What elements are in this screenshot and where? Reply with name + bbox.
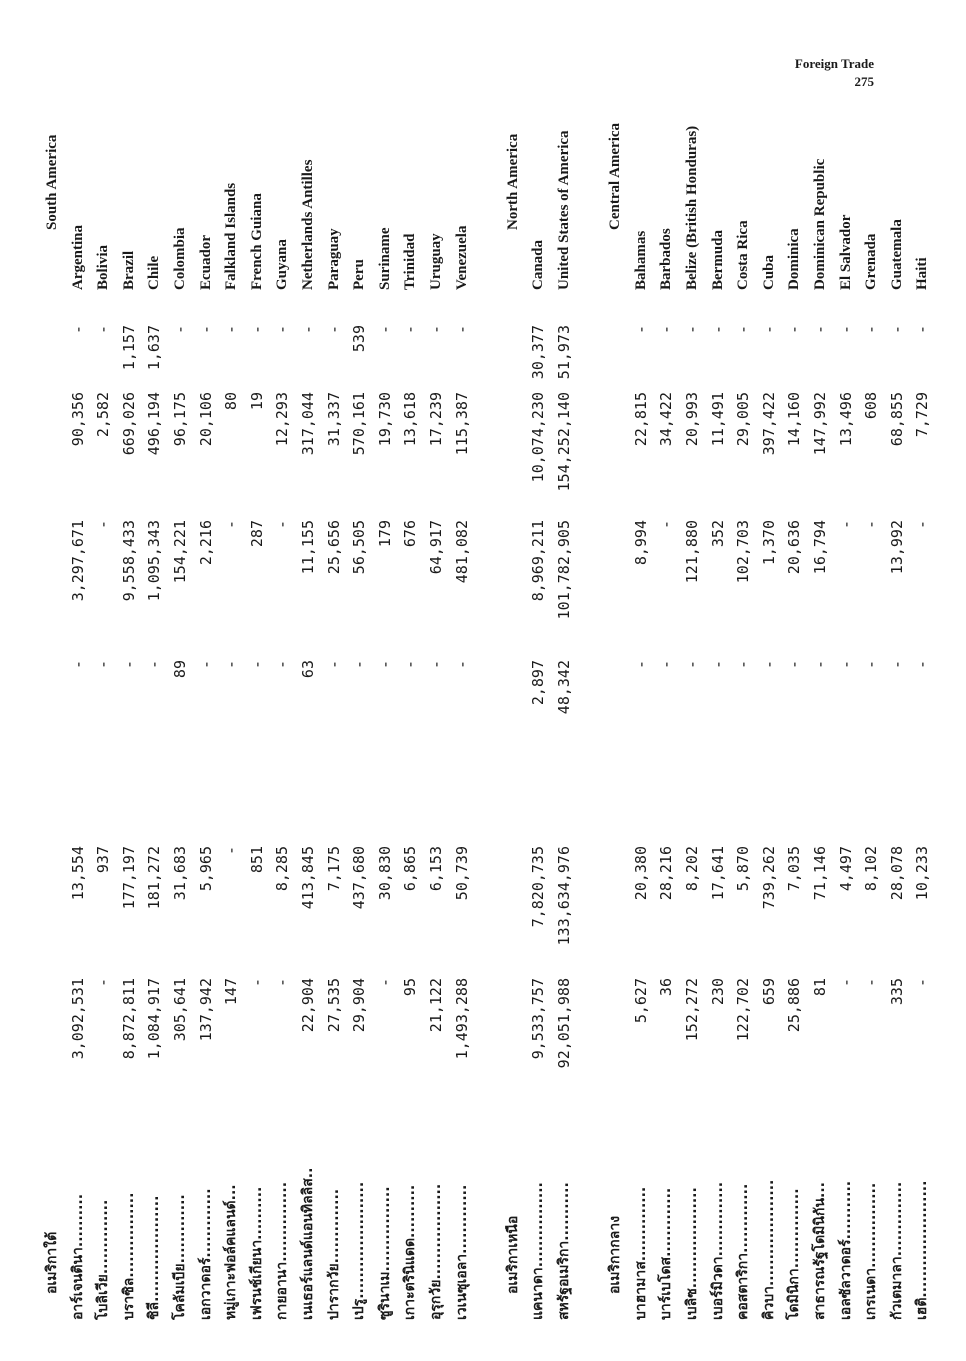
group-heading-thai: อเมริกาใต้ [44, 1231, 60, 1294]
group-heading-row [603, 60, 627, 1320]
value-col-5: 13,618 [401, 392, 420, 447]
value-col-6: - [759, 325, 778, 335]
country-thai: ชิลี.................... [146, 1195, 163, 1320]
table-row [654, 60, 678, 1320]
value-col-4: 13,992 [887, 520, 906, 575]
value-col-2: 181,272 [145, 846, 164, 910]
value-col-1: - [273, 978, 292, 988]
group-heading-english: South America [44, 134, 60, 230]
value-col-6: - [657, 325, 676, 335]
country-english: Ecuador [197, 234, 214, 290]
country-english: Belize (British Honduras) [684, 125, 700, 290]
value-col-6: - [811, 325, 829, 335]
value-col-1: - [862, 978, 881, 988]
value-col-5: 17,239 [427, 392, 445, 447]
country-thai: กายอานา............... [274, 1181, 291, 1320]
country-english: Venezuela [453, 225, 470, 290]
value-col-4: - [862, 520, 881, 530]
value-col-4: - [657, 520, 676, 530]
country-english: Paraguay [325, 228, 342, 290]
value-col-4: 352 [708, 520, 727, 548]
value-col-3: - [375, 660, 394, 670]
value-col-3: - [196, 660, 215, 670]
table-row [859, 60, 883, 1320]
value-col-5: 68,855 [887, 392, 906, 447]
trade-table [40, 60, 932, 1320]
country-thai: เนเธอร์แลนด์แอนทิลลิส.. [300, 1167, 316, 1320]
table-row [629, 60, 653, 1320]
value-col-3: - [887, 660, 906, 670]
value-col-5: 570,161 [350, 392, 369, 456]
value-col-3: 63 [299, 660, 317, 679]
value-col-2: 6,865 [401, 846, 420, 892]
value-col-6: - [862, 325, 881, 335]
value-col-4: 179 [375, 520, 394, 548]
country-thai: เฟรนช์เกียนา.......... [248, 1186, 265, 1320]
value-col-6: - [452, 325, 471, 335]
country-english: Chile [146, 255, 163, 290]
table-row [194, 60, 218, 1320]
value-col-5: 154,252,140 [555, 392, 573, 492]
value-col-2: 5,965 [196, 846, 215, 892]
table-row [142, 60, 166, 1320]
country-thai: สหรัฐอเมริกา........... [556, 1182, 572, 1320]
value-col-6: - [273, 325, 292, 335]
value-col-3: - [222, 660, 241, 670]
table-row [245, 60, 269, 1320]
value-col-3: - [734, 660, 753, 670]
value-col-3: - [811, 660, 829, 670]
value-col-4: 9,558,433 [119, 520, 138, 602]
value-col-6: - [375, 325, 394, 335]
country-english: Peru [351, 259, 368, 290]
country-english: Bolivia [95, 244, 112, 290]
country-thai: โบลิเวีย.............. [95, 1199, 112, 1320]
group-heading-row [501, 60, 525, 1320]
table-row [706, 60, 730, 1320]
value-col-6: - [427, 325, 445, 335]
country-english: Cuba [760, 254, 777, 290]
value-col-3: - [145, 660, 164, 670]
value-col-2: 28,216 [657, 846, 676, 901]
value-col-1: 22,904 [299, 978, 317, 1033]
table-row [270, 60, 294, 1320]
value-col-4: 25,656 [324, 520, 343, 575]
value-col-5: 90,356 [68, 392, 87, 447]
country-thai: คอสตาริกา............. [735, 1183, 752, 1320]
table-row [680, 60, 704, 1320]
value-col-6: - [401, 325, 420, 335]
value-col-1: - [913, 978, 932, 988]
table-row [168, 60, 192, 1320]
value-col-4: 16,794 [811, 520, 829, 575]
value-col-2: 8,285 [273, 846, 292, 892]
value-col-4: 1,370 [759, 520, 778, 566]
value-col-6: - [171, 325, 189, 335]
value-col-5: 397,422 [759, 392, 778, 456]
country-thai: อุรุกวัย.................. [428, 1183, 444, 1320]
value-col-3: - [862, 660, 881, 670]
country-thai: เบอร์มิวดา.............. [709, 1181, 726, 1320]
table-row [347, 60, 371, 1320]
value-col-1: 9,533,757 [529, 978, 548, 1060]
value-col-1: 335 [887, 978, 906, 1006]
value-col-1: 36 [657, 978, 676, 997]
value-col-4: 2,216 [196, 520, 215, 566]
value-col-3: - [324, 660, 343, 670]
country-thai: ซูรินาเม................ [376, 1186, 393, 1320]
country-english: Argentina [69, 225, 86, 290]
country-english: Dominican Republic [812, 158, 828, 290]
value-col-2: 739,262 [759, 846, 778, 910]
country-english: Trinidad [402, 233, 419, 290]
value-col-1: 95 [401, 978, 420, 997]
value-col-3: - [427, 660, 445, 670]
country-thai: อาร์เจนตินา.......... [69, 1193, 86, 1320]
value-col-3: - [94, 660, 113, 670]
value-col-1: - [375, 978, 394, 988]
value-col-2: 7,035 [785, 846, 804, 892]
value-col-6: - [683, 325, 701, 335]
value-col-4: 56,505 [350, 520, 369, 575]
country-thai: เอกวาดอร์............. [197, 1188, 214, 1320]
value-col-6: 1,157 [119, 325, 138, 371]
value-col-3: - [631, 660, 650, 670]
country-english: Dominica [786, 228, 803, 290]
group-heading-row [40, 60, 64, 1320]
country-thai: แคนาดา................ [530, 1182, 547, 1320]
country-thai: เวเนซุเอลา............. [453, 1184, 470, 1320]
value-col-3: 48,342 [555, 660, 573, 715]
country-english: Colombia [172, 227, 188, 290]
value-col-3: - [452, 660, 471, 670]
country-thai: เกาะตรินิแดด.......... [402, 1184, 419, 1320]
value-col-3: - [759, 660, 778, 670]
table-row [91, 60, 115, 1320]
value-col-1: 81 [811, 978, 829, 997]
value-col-2: 133,634,976 [555, 846, 573, 946]
value-col-5: 31,337 [324, 392, 343, 447]
value-col-4: 481,082 [452, 520, 471, 584]
country-thai: เอลซัลวาดอร์........... [837, 1180, 854, 1320]
value-col-1: 137,942 [196, 978, 215, 1042]
table-row [910, 60, 934, 1320]
table-row [117, 60, 141, 1320]
value-col-5: 20,993 [683, 392, 701, 447]
value-col-6: - [913, 325, 932, 335]
value-col-5: 496,194 [145, 392, 164, 456]
country-english: Grenada [863, 233, 880, 290]
value-col-6: - [887, 325, 906, 335]
table-row [552, 60, 576, 1320]
value-col-4: 154,221 [171, 520, 189, 584]
table-row [731, 60, 755, 1320]
value-col-1: - [94, 978, 113, 988]
group-heading-english: Central America [607, 122, 624, 230]
value-col-4: 11,155 [299, 520, 317, 575]
value-col-2: 5,870 [734, 846, 753, 892]
value-col-5: 13,496 [836, 392, 855, 447]
country-thai: โคลัมเบีย............. [172, 1194, 188, 1320]
table-row [757, 60, 781, 1320]
value-col-4: 101,782,905 [555, 520, 573, 620]
country-english: Brazil [120, 250, 137, 290]
country-thai: หมู่เกาะฟอล์คแลนด์... [223, 1184, 240, 1320]
value-col-4: 676 [401, 520, 420, 548]
value-col-1: - [836, 978, 855, 988]
value-col-2: 6,153 [427, 846, 445, 892]
value-col-3: - [836, 660, 855, 670]
country-english: Suriname [376, 227, 393, 290]
value-col-4: 287 [247, 520, 266, 548]
value-col-4: 1,095,343 [145, 520, 164, 602]
country-english: Barbados [658, 228, 675, 290]
value-col-3: - [708, 660, 727, 670]
value-col-5: 34,422 [657, 392, 676, 447]
value-col-5: 14,160 [785, 392, 804, 447]
value-col-6: - [324, 325, 343, 335]
value-col-1: 3,092,531 [68, 978, 87, 1060]
country-thai: คิวบา.................... [760, 1179, 777, 1320]
value-col-5: 22,815 [631, 392, 650, 447]
value-col-2: 50,739 [452, 846, 471, 901]
value-col-2: 13,554 [68, 846, 87, 901]
value-col-5: 147,992 [811, 392, 829, 456]
value-col-4: 20,636 [785, 520, 804, 575]
value-col-2: 177,197 [119, 846, 138, 910]
country-thai: บาร์เบโดส............. [658, 1187, 675, 1320]
country-english: Bermuda [709, 230, 726, 290]
value-col-1: 27,535 [324, 978, 343, 1033]
value-col-6: - [196, 325, 215, 335]
value-col-4: - [273, 520, 292, 530]
table-row [450, 60, 474, 1320]
value-col-6: - [299, 325, 317, 335]
value-col-4: 3,297,671 [68, 520, 87, 602]
country-english: Haiti [914, 257, 931, 290]
value-col-6: 539 [350, 325, 369, 353]
group-heading-thai: อเมริกาเหนือ [504, 1215, 521, 1294]
table-row [322, 60, 346, 1320]
group-heading-english: North America [504, 133, 521, 230]
country-english: Costa Rica [735, 220, 752, 290]
value-col-2: 8,202 [683, 846, 701, 892]
table-row [885, 60, 909, 1320]
value-col-2: 851 [247, 846, 266, 874]
value-col-6: - [836, 325, 855, 335]
value-col-3: - [273, 660, 292, 670]
value-col-1: 1,493,288 [452, 978, 471, 1060]
page-number: 275 [854, 74, 874, 89]
value-col-4: 102,703 [734, 520, 753, 584]
value-col-2: 10,233 [913, 846, 932, 901]
table-row [398, 60, 422, 1320]
value-col-5: 608 [862, 392, 881, 420]
table-row [424, 60, 448, 1320]
header-title: Foreign Trade [794, 56, 874, 71]
value-col-5: 317,044 [299, 392, 317, 456]
value-col-1: 5,627 [631, 978, 650, 1024]
value-col-6: - [785, 325, 804, 335]
value-col-5: 2,582 [94, 392, 113, 438]
value-col-6: - [94, 325, 113, 335]
value-col-4: 64,917 [427, 520, 445, 575]
value-col-2: 7,175 [324, 846, 343, 892]
value-col-5: 80 [222, 392, 241, 411]
value-col-4: - [222, 520, 241, 530]
table-row [808, 60, 832, 1320]
table-row [373, 60, 397, 1320]
value-col-6: - [631, 325, 650, 335]
value-col-2: 4,497 [836, 846, 855, 892]
value-col-2: 413,845 [299, 846, 317, 910]
value-col-6: 30,377 [529, 325, 548, 380]
value-col-2: 937 [94, 846, 113, 874]
country-thai: เบลิซ................... [684, 1187, 700, 1320]
country-english: Uruguay [428, 233, 444, 290]
value-col-5: 29,005 [734, 392, 753, 447]
country-thai: เกรเนดา................ [863, 1182, 880, 1320]
value-col-4: 8,969,211 [529, 520, 548, 602]
country-english: Canada [530, 239, 547, 290]
value-col-1: - [247, 978, 266, 988]
value-col-2: 8,102 [862, 846, 881, 892]
value-col-5: 11,491 [708, 392, 727, 447]
value-col-2: 20,380 [631, 846, 650, 901]
country-english: Bahamas [632, 230, 649, 290]
value-col-1: 29,904 [350, 978, 369, 1033]
value-col-5: 115,387 [452, 392, 471, 456]
value-col-3: - [785, 660, 804, 670]
value-col-1: 152,272 [683, 978, 701, 1042]
table-row [219, 60, 243, 1320]
value-col-1: 147 [222, 978, 241, 1006]
value-col-3: - [657, 660, 676, 670]
value-col-3: - [68, 660, 87, 670]
value-col-4: - [836, 520, 855, 530]
value-col-3: 2,897 [529, 660, 548, 706]
value-col-5: 7,729 [913, 392, 932, 438]
table-row [526, 60, 550, 1320]
country-thai: เปรู...................... [351, 1181, 368, 1320]
group-heading-thai: อเมริกากลาง [607, 1215, 624, 1294]
value-col-5: 96,175 [171, 392, 189, 447]
value-col-5: 19,730 [375, 392, 394, 447]
value-col-5: 669,026 [119, 392, 138, 456]
country-english: United States of America [556, 130, 572, 290]
value-col-1: 21,122 [427, 978, 445, 1033]
country-english: French Guiana [248, 193, 265, 290]
country-thai: บราซิล................ [120, 1192, 137, 1320]
value-col-5: 10,074,230 [529, 392, 548, 483]
country-thai: กัวเตมาลา.............. [888, 1181, 905, 1320]
value-col-6: 1,637 [145, 325, 164, 371]
country-thai: บาฮามาส.............. [632, 1186, 649, 1320]
value-col-5: 12,293 [273, 392, 292, 447]
value-col-6: - [222, 325, 241, 335]
table-row [782, 60, 806, 1320]
value-col-3: - [119, 660, 138, 670]
value-col-1: 25,886 [785, 978, 804, 1033]
country-english: Falkland Islands [223, 182, 240, 290]
value-col-2: - [222, 846, 241, 856]
value-col-1: 305,641 [171, 978, 189, 1042]
country-thai: สาธารณรัฐโดมินิกัน... [812, 1182, 828, 1320]
country-thai: ปารากวัย.............. [325, 1188, 342, 1320]
country-thai: โดมินิกา............... [786, 1188, 803, 1320]
value-col-3: - [247, 660, 266, 670]
table-row [834, 60, 858, 1320]
value-col-6: - [734, 325, 753, 335]
value-col-3: - [913, 660, 932, 670]
table-row [66, 60, 90, 1320]
value-col-1: 230 [708, 978, 727, 1006]
value-col-2: 437,680 [350, 846, 369, 910]
value-col-6: - [708, 325, 727, 335]
value-col-1: 659 [759, 978, 778, 1006]
value-col-1: 1,084,917 [145, 978, 164, 1060]
value-col-3: - [683, 660, 701, 670]
country-english: Guatemala [888, 219, 905, 290]
value-col-2: 31,683 [171, 846, 189, 901]
value-col-4: 121,880 [683, 520, 701, 584]
value-col-3: - [350, 660, 369, 670]
value-col-6: 51,973 [555, 325, 573, 380]
value-col-2: 30,830 [375, 846, 394, 901]
value-col-4: 8,994 [631, 520, 650, 566]
value-col-1: 122,702 [734, 978, 753, 1042]
value-col-4: - [94, 520, 113, 530]
country-english: Guyana [274, 239, 291, 290]
value-col-5: 19 [247, 392, 266, 411]
value-col-3: 89 [171, 660, 189, 679]
table-row [296, 60, 320, 1320]
value-col-2: 71,146 [811, 846, 829, 901]
value-col-2: 28,078 [887, 846, 906, 901]
value-col-5: 20,106 [196, 392, 215, 447]
value-col-4: - [913, 520, 932, 530]
country-english: Netherlands Antilles [300, 159, 316, 290]
value-col-3: - [401, 660, 420, 670]
value-col-2: 7,820,735 [529, 846, 548, 928]
value-col-6: - [247, 325, 266, 335]
value-col-2: 17,641 [708, 846, 727, 901]
country-english: El Salvador [837, 214, 854, 290]
country-thai: เฮติ...................... [914, 1180, 931, 1320]
value-col-1: 8,872,811 [119, 978, 138, 1060]
value-col-1: 92,051,988 [555, 978, 573, 1069]
value-col-6: - [68, 325, 87, 335]
